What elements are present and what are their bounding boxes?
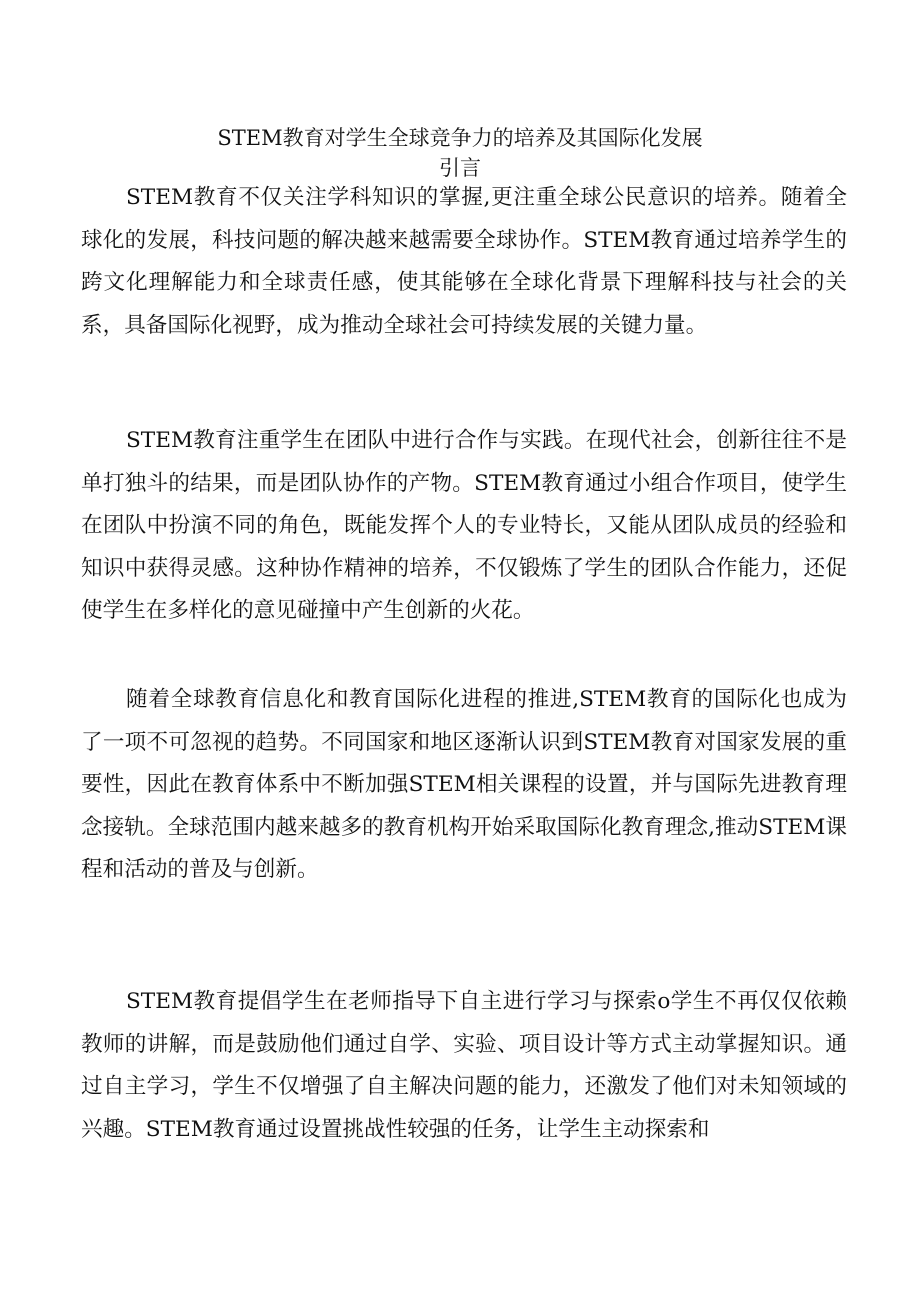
document-subtitle: 引言 (439, 156, 481, 180)
paragraph-3: 随着全球教育信息化和教育国际化进程的推进,STEM教育的国际化也成为了一项不可忽视的趋势。不同国家和地区逐渐认识到STEM教育对国家发展的重要性，因此在教育体系中不断加强STEM相关课程的设置，并与国际先进教育理念接轨。全球范围内越来越多的教育机构开始采取国际化教育理念,推动STEM课程和活动的普及与创新。 (81, 687, 847, 882)
paragraph-2: STEM教育注重学生在团队中进行合作与实践。在现代社会，创新往往不是单打独斗的结果，而是团队协作的产物。STEM教育通过小组合作项目，使学生在团队中扮演不同的角色，既能发挥个人的专业特长，又能从团队成员的经验和知识中获得灵感。这种协作精神的培养，不仅锻炼了学生的团队合作能力，还促使学生在多样化的意见碰撞中产生创新的火花。 (81, 428, 847, 623)
paragraph-1: STEM教育不仅关注学科知识的掌握,更注重全球公民意识的培养。随着全球化的发展，科技问题的解决越来越需要全球协作。STEM教育通过培养学生的跨文化理解能力和全球责任感，使其能够在全球化背景下理解科技与社会的关系，具备国际化视野，成为推动全球社会可持续发展的关键力量。 (81, 185, 847, 338)
paragraph-4: STEM教育提倡学生在老师指导下自主进行学习与探索o学生不再仅仅依赖教师的讲解，而是鼓励他们通过自学、实验、项目设计等方式主动掌握知识。通过自主学习，学生不仅增强了自主解决问题的能力，还激发了他们对未知领域的兴趣。STEM教育通过设置挑战性较强的任务，让学生主动探索和 (81, 989, 847, 1142)
document-title: STEM教育对学生全球竞争力的培养及其国际化发展 (217, 126, 703, 150)
